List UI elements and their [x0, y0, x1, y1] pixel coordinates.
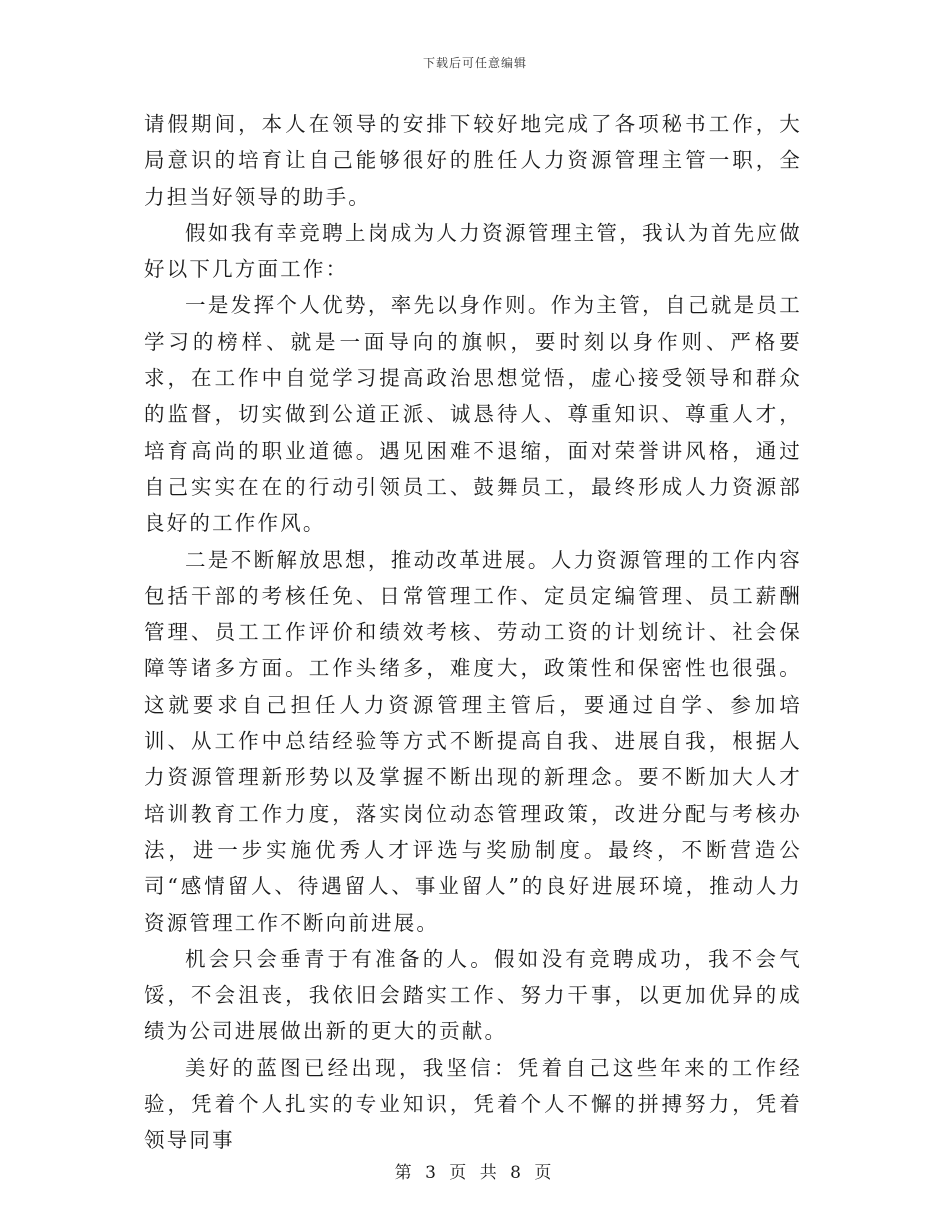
page-number-footer: 第 3 页 共 8 页 — [394, 1163, 556, 1183]
page-header: 下载后可任意编辑 — [422, 56, 527, 70]
paragraph-5: 机会只会垂青于有准备的人。假如没有竞聘成功，我不会气馁，不会沮丧，我依旧会踏实工作、努力干事，以更加优异的成绩为公司进展做出新的更大的贡献。 — [144, 946, 802, 1044]
paragraph-1: 请假期间，本人在领导的安排下较好地完成了各项秘书工作，大局意识的培育让自己能够很好的胜任人力资源管理主管一职，全力担当好领导的助手。 — [144, 112, 802, 209]
paragraph-6: 美好的蓝图已经出现，我坚信：凭着自己这些年来的工作经验，凭着个人扎实的专业知识，凭着个人不懈的拼搏努力，凭着领导同事 — [144, 1055, 802, 1153]
paragraph-4: 二是不断解放思想，推动改革进展。人力资源管理的工作内容包括干部的考核任免、日常管理工作、定员定编管理、员工薪酬管理、员工工作评价和绩效考核、劳动工资的计划统计、社会保障等诸多方面。工作头绪多，难度大，政策性和保密性也很强。这就要求自己担任人力资源管理主管后，要通过自学、参加培训、从工作中总结经验等方式不断提高自我、进展自我，根据人力资源管理新形势以及掌握不断出现的新理念。要不断加大人才培训教育工作力度，落实岗位动态管理政策，改进分配与考核办法，进一步实施优秀人才评选与奖励制度。最终，不断营造公司“感情留人、待遇留人、事业留人”的良好进展环境，推动人力资源管理工作不断向前进展。 — [144, 547, 802, 935]
paragraph-2: 假如我有幸竞聘上岗成为人力资源管理主管，我认为首先应做好以下几方面工作： — [144, 220, 802, 282]
paragraph-3: 一是发挥个人优势，率先以身作则。作为主管，自己就是员工学习的榜样、就是一面导向的旗帜，要时刻以身作则、严格要求，在工作中自觉学习提高政治思想觉悟，虚心接受领导和群众的监督，切实做到公道正派、诚恳待人、尊重知识、尊重人才，培育高尚的职业道德。遇见困难不退缩，面对荣誉讲风格，通过自己实实在在的行动引领员工、鼓舞员工，最终形成人力资源部良好的工作作风。 — [144, 293, 802, 536]
document-body — [144, 106, 802, 1159]
